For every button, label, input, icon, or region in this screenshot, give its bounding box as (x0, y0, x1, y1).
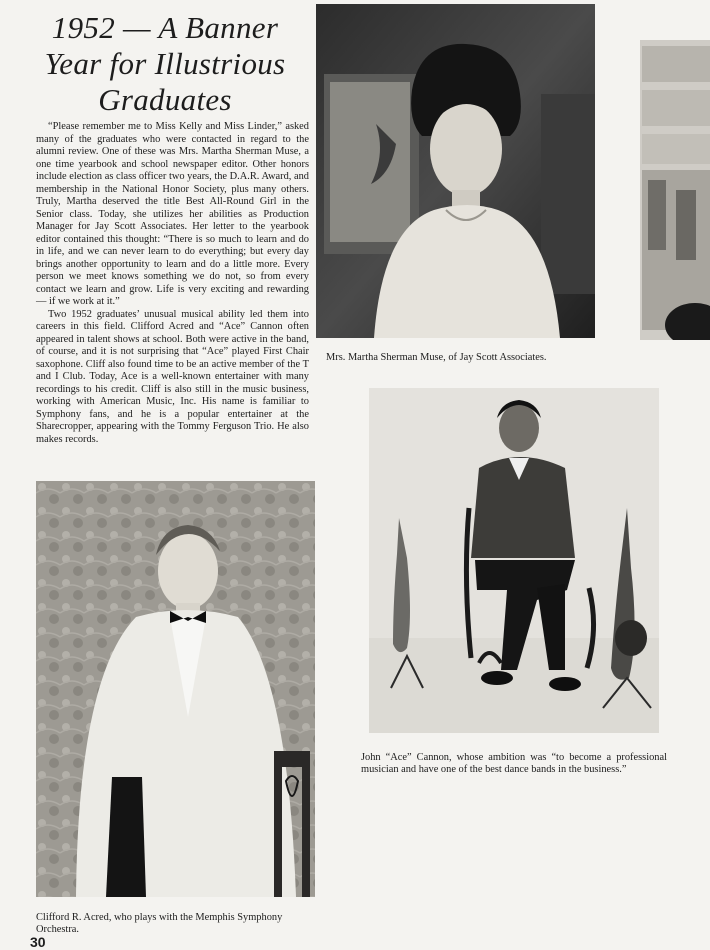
caption-ace-cannon: John “Ace” Cannon, whose ambition was “to become a professional musician and have one of the best dance bands in the business.” (361, 752, 667, 775)
article-title (30, 10, 300, 118)
page-number: 30 (30, 934, 46, 950)
photo-ace-cannon (369, 388, 659, 733)
caption-martha-muse: Mrs. Martha Sherman Muse, of Jay Scott Associates. (326, 352, 547, 363)
title-line-2: Year for Illustrious (44, 46, 286, 81)
paragraph: “Please remember me to Miss Kelly and Miss Linder,” asked many of the graduates who were contacted in regard to the alumni review. One of these was Mrs. Martha Sherman Muse, a one time yearbook and school newspaper editor. Other honors include election as class officer two years, the D.A.R. Award, and membership in the National Honor Society, plus many others. Truly, Martha deserved the title Best All-Round Girl in the Senior class. Today, she utilizes her abilities as Production Manager for Jay Scott Associates. Her letter to the yearbook editor contained this thought: “There is so much to learn and do in life, and we can never learn to do everything; but every day brings another opportunity to learn and do a little more. Every person we meet knows something we do not, so from every contact we learn and grow. Life is very exciting and rewarding — if we work at it.” (36, 121, 309, 307)
photo-clifford-acred (36, 481, 315, 897)
article-body (36, 121, 309, 446)
photo-edge-fragment (640, 40, 710, 340)
title-line-3: Graduates (98, 82, 232, 117)
caption-clifford-acred: Clifford R. Acred, who plays with the Memphis Symphony Orchestra. (36, 912, 283, 935)
paragraph: Two 1952 graduates’ unusual musical ability led them into careers in this field. Clifford Acred and “Ace” Cannon often appeared in talent shows at school. Both were active in the band, of course, and it is not surprising that “Ace” played First Chair saxophone. Cliff also found time to be an active member of the T and I Club. Today, Ace is a well-known entertainer with many recordings to his credit. Cliff is also still in the music business, working with American Music, Inc. His name is familiar to Symphony fans, and he is a popular entertainer at the Sharecropper, appearing with the Tommy Ferguson Trio. He also makes records. (36, 308, 309, 445)
photo-martha-muse (316, 4, 595, 338)
title-line-1: 1952 — A Banner (51, 10, 279, 45)
